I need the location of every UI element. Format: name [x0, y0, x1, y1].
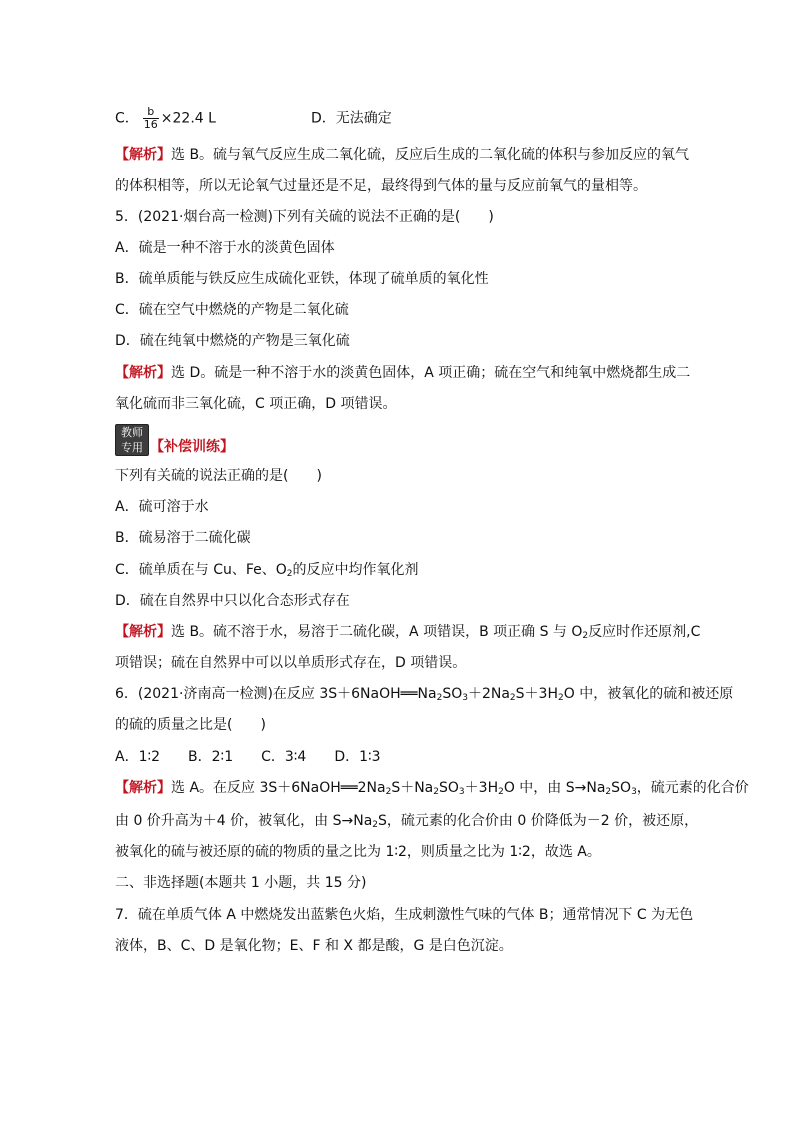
supplementary-training-title: 【补偿训练】: [150, 439, 234, 455]
analysis-label: 【解析】: [115, 780, 171, 796]
q7-line-1: 7．硫在单质气体 A 中燃烧发出蓝紫色火焰，生成刺激性气味的气体 B；通常情况下 C 为无色: [115, 907, 694, 923]
option-d: D．无法确定: [310, 110, 392, 127]
teacher-only-badge: 教师 专用: [115, 424, 149, 456]
analysis-label: 【解析】: [115, 365, 171, 381]
q6-options: A．1∶2 B．2∶1 C．3∶4 D．1∶3: [115, 749, 381, 765]
q5-explanation-line-2: 氧化硫而非三氧化硫，C 项正确，D 项错误。: [115, 396, 397, 412]
q4-explanation-line-2: 的体积相等，所以无论氧气过量还是不足，最终得到气体的量与反应前氧气的量相等。: [115, 178, 647, 194]
bq-explanation-line-1: 【解析】选 B。硫不溶于水，易溶于二硫化碳，A 项错误，B 项正确 S 与 $O_2$反应时作还原剂,C: [115, 624, 701, 641]
fraction: $\frac{b}{16}$: [143, 105, 158, 131]
q6-explanation-line-3: 被氧化的硫与被还原的硫的物质的量之比为 1∶2，则质量之比为 1∶2，故选 A。: [115, 844, 601, 860]
q6-stem-line-2: 的硫的质量之比是( ): [115, 717, 266, 733]
q6-stem-line-1: 6．(2021·济南高一检测)在反应 $3S+6NaOH══Na_2SO_3+2Na_2S+3H_2O$ 中，被氧化的硫和被还原: [115, 686, 734, 703]
q5-option-c: C．硫在空气中燃烧的产物是二氧化硫: [115, 302, 349, 318]
q5-option-a: A．硫是一种不溶于水的淡黄色固体: [115, 240, 335, 256]
bq-stem: 下列有关硫的说法正确的是( ): [115, 468, 322, 484]
analysis-label: 【解析】: [115, 624, 171, 640]
bq-option-b: B．硫易溶于二硫化碳: [115, 530, 251, 546]
analysis-label: 【解析】: [115, 147, 171, 163]
q5-explanation-line-1: 【解析】选 D。硫是一种不溶于水的淡黄色固体，A 项正确；硫在空气和纯氧中燃烧都生成二: [115, 365, 691, 381]
section-2-heading: 二、非选择题(本题共 1 小题，共 15 分): [115, 875, 367, 891]
q6-explanation-line-2: 由 0 价升高为＋4 价，被氧化，由 $S\to Na_2S$，硫元素的化合价由 0 价降低为－2 价，被还原，: [115, 813, 699, 830]
bq-explanation-line-2: 项错误；硫在自然界中可以以单质形式存在，D 项错误。: [115, 655, 467, 671]
q5-stem: 5．(2021·烟台高一检测)下列有关硫的说法不正确的是( ): [115, 209, 494, 225]
bq-option-a: A．硫可溶于水: [115, 499, 209, 515]
bq-option-c: C．硫单质在与 Cu、Fe、$O_2$的反应中均作氧化剂: [115, 562, 419, 579]
option-c-formula: C． $\frac{b}{16}$ ×22.4 L D．无法确定: [115, 105, 392, 131]
q7-line-2: 液体，B、C、D 是氧化物；E、F 和 X 都是酸，G 是白色沉淀。: [115, 938, 513, 954]
q6-explanation-line-1: 【解析】选 A。在反应 $3S+6NaOH══2Na_2S+Na_2SO_3+3H_2O$ 中，由 $S\to Na_2SO_3$，硫元素的化合价: [115, 780, 749, 797]
q5-option-b: B．硫单质能与铁反应生成硫化亚铁，体现了硫单质的氧化性: [115, 271, 489, 287]
q5-option-d: D．硫在纯氧中燃烧的产物是三氧化硫: [115, 333, 350, 349]
q4-explanation-line-1: 【解析】选 B。硫与氧气反应生成二氧化硫，反应后生成的二氧化硫的体积与参加反应的氧气: [115, 147, 690, 163]
bq-option-d: D．硫在自然界中只以化合态形式存在: [115, 593, 350, 609]
